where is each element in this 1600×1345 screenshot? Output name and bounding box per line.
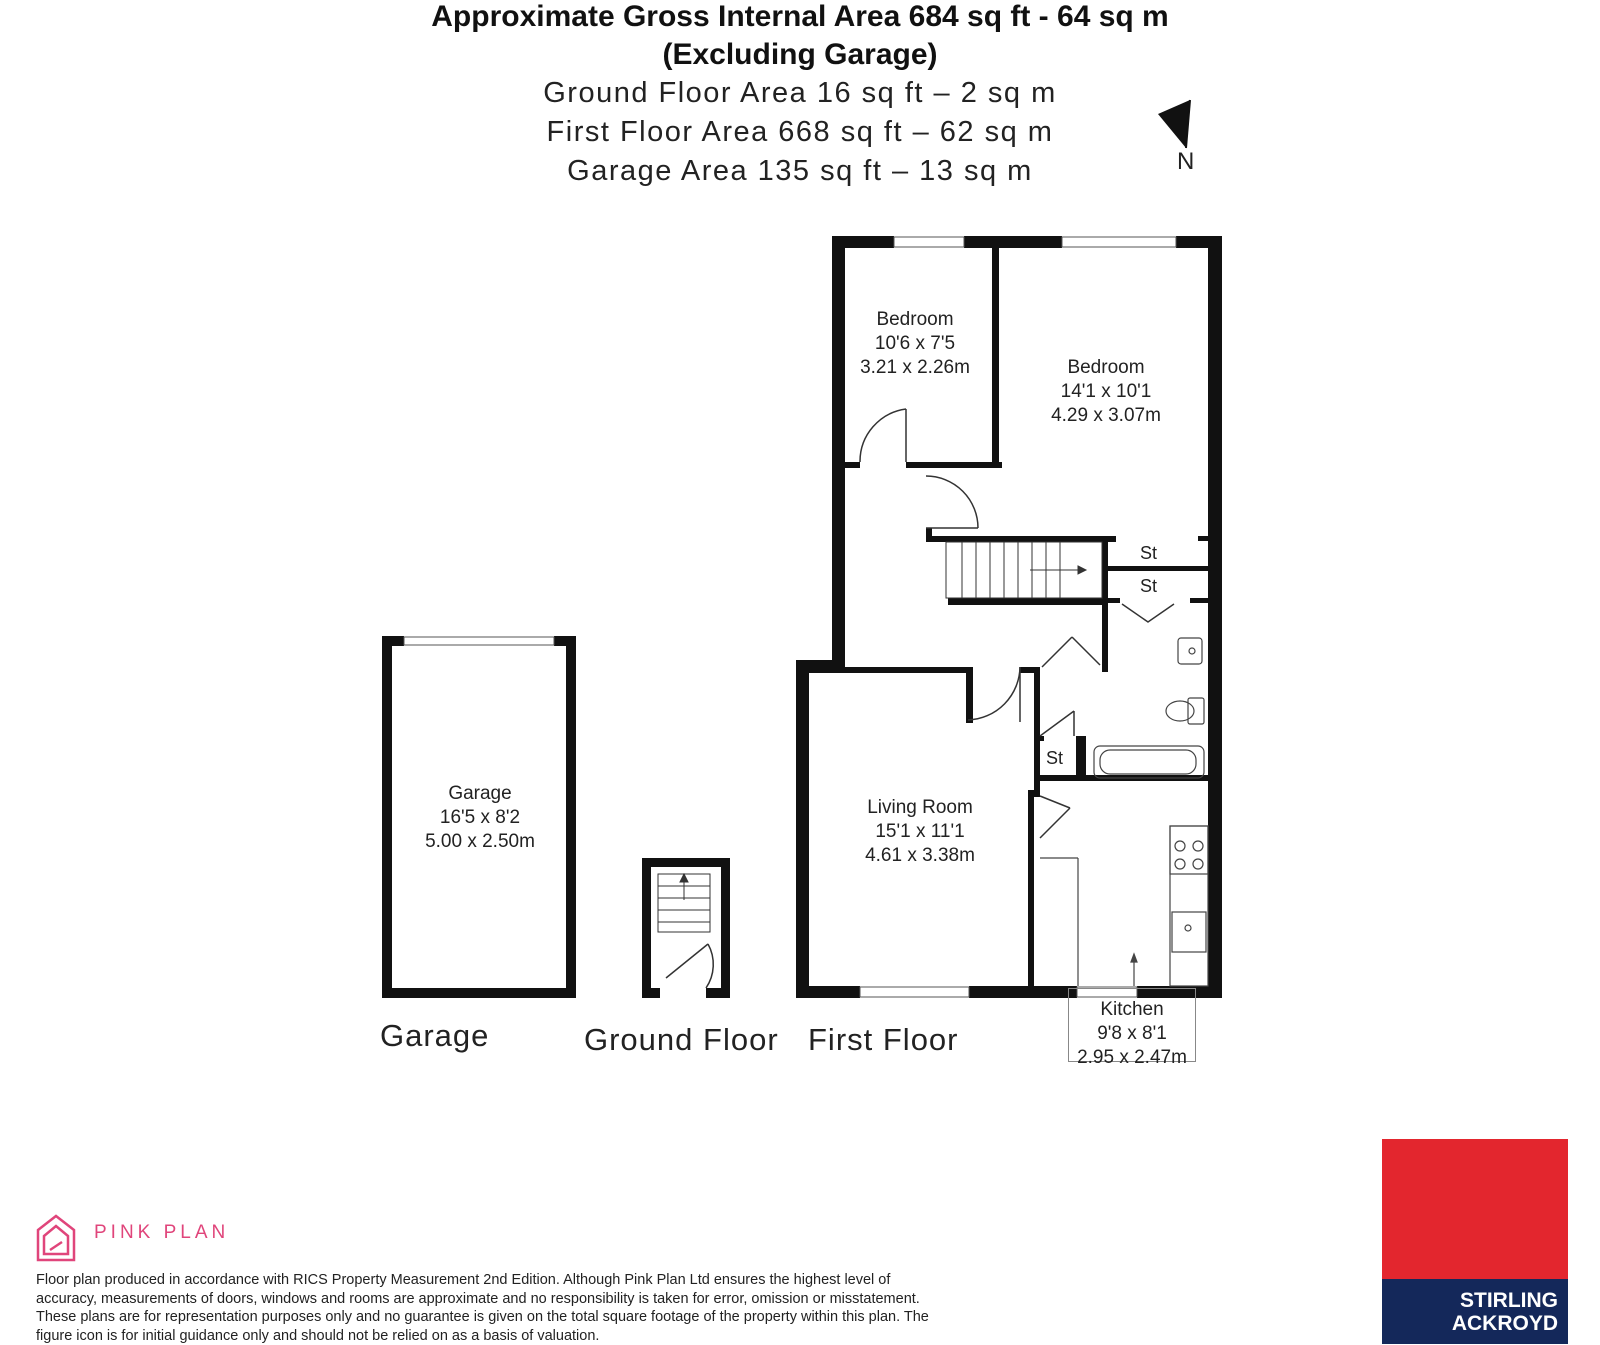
room-dimensions-metric: 4.61 x 3.38m xyxy=(865,845,975,866)
room-dimensions-metric: 3.21 x 2.26m xyxy=(860,357,970,378)
floor-label-garage: Garage xyxy=(380,1018,490,1053)
room-dimensions-imperial: 16'5 x 8'2 xyxy=(439,807,521,828)
room-name: Bedroom xyxy=(876,309,954,330)
windows xyxy=(404,237,1176,997)
title-line-1: Approximate Gross Internal Area 684 sq ft - 64 sq m xyxy=(431,0,1169,33)
store-label: St xyxy=(1140,576,1158,596)
room-label-kitchen xyxy=(1068,998,1196,1070)
room-dimensions-metric: 5.00 x 2.50m xyxy=(425,831,535,852)
room-name: Garage xyxy=(448,783,512,804)
room-label-bedroom-1 xyxy=(850,308,980,380)
pink-plan-house-icon xyxy=(38,1216,74,1260)
room-name: Bedroom xyxy=(1067,357,1145,378)
brand-line-1: STIRLING xyxy=(1460,1289,1558,1312)
staircase-first-floor xyxy=(946,542,1102,598)
room-label-living-room xyxy=(850,796,990,868)
stirling-ackroyd-logo xyxy=(1382,1139,1568,1344)
disclaimer-text: Floor plan produced in accordance with RICS Property Measurement 2nd Edition. Although Pink Plan Ltd ensures the highest level of accuracy, measurements of doors, windows and rooms are approximate and no responsibility is taken for error, omission or misstatement. These plans are for representation purposes only and no guarantee is given on the total square footage of the property within this plan. The figure icon is for initial guidance only and should not be relied on as a basis of valuation. xyxy=(36,1272,929,1344)
walls xyxy=(382,236,1222,998)
staircase-ground-floor xyxy=(658,874,710,932)
first-floor-area: First Floor Area 668 sq ft – 62 sq m xyxy=(546,116,1054,148)
room-name: Kitchen xyxy=(1100,999,1164,1020)
north-arrow-icon xyxy=(1158,100,1190,148)
room-dimensions-imperial: 9'8 x 8'1 xyxy=(1097,1023,1167,1044)
room-name: Living Room xyxy=(867,797,973,818)
room-dimensions-metric: 2.95 x 2.47m xyxy=(1077,1047,1187,1068)
garage-area: Garage Area 135 sq ft – 13 sq m xyxy=(567,155,1033,187)
room-dimensions-imperial: 15'1 x 11'1 xyxy=(875,821,965,842)
doors xyxy=(666,409,1174,988)
kitchen-fixtures xyxy=(1040,826,1208,986)
store-label: St xyxy=(1140,543,1158,563)
room-label-garage xyxy=(410,782,550,854)
store-label: St xyxy=(1046,748,1064,768)
room-dimensions-imperial: 10'6 x 7'5 xyxy=(874,333,956,354)
room-label-bedroom-2 xyxy=(1036,356,1176,428)
floor-label-ground: Ground Floor xyxy=(584,1022,779,1057)
floor-label-first: First Floor xyxy=(808,1022,959,1057)
bathroom-fixtures xyxy=(1094,638,1204,778)
north-label: N xyxy=(1177,148,1195,175)
title-line-2: (Excluding Garage) xyxy=(662,38,938,71)
brand-name-panel xyxy=(1382,1279,1568,1344)
pink-plan-logo-text: PINK PLAN xyxy=(94,1222,230,1243)
ground-floor-area: Ground Floor Area 16 sq ft – 2 sq m xyxy=(543,77,1057,109)
room-dimensions-imperial: 14'1 x 10'1 xyxy=(1060,381,1152,402)
room-dimensions-metric: 4.29 x 3.07m xyxy=(1051,405,1161,426)
brand-line-2: ACKROYD xyxy=(1451,1312,1558,1335)
